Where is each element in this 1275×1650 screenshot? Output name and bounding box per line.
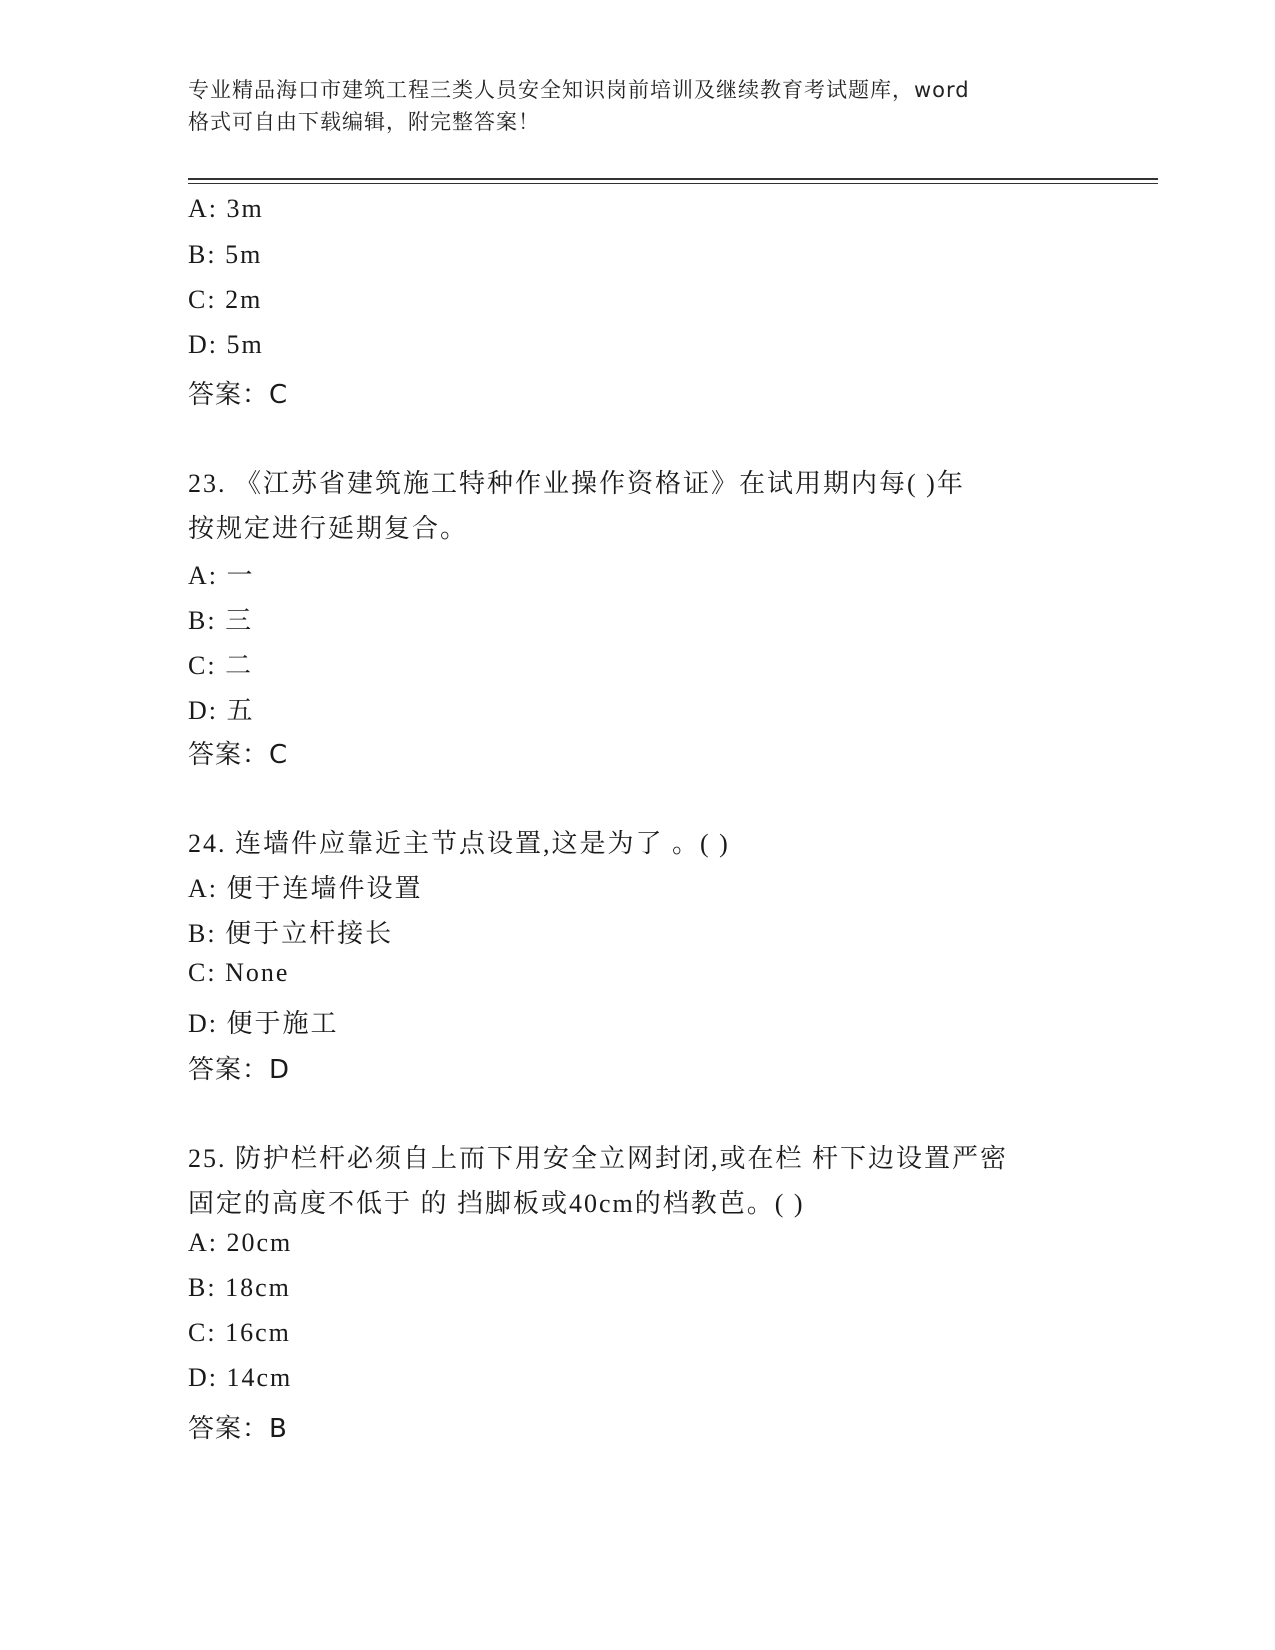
header-rule-thick <box>188 178 1158 180</box>
question-text-line-2: 固定的高度不低于 的 挡脚板或40cm的档教芭。( ) <box>188 1189 805 1218</box>
option-d: D: 便于施工 <box>188 1009 339 1038</box>
option-a: A: 3m <box>188 194 264 223</box>
header-line-1: 专业精品海口市建筑工程三类人员安全知识岗前培训及继续教育考试题库，word <box>188 78 970 102</box>
option-b: B: 三 <box>188 606 254 635</box>
option-a: A: 便于连墙件设置 <box>188 874 423 903</box>
header-rule-thin <box>188 183 1158 184</box>
option-d: D: 五 <box>188 696 255 725</box>
header-line-2: 格式可自由下载编辑，附完整答案！ <box>188 110 540 134</box>
question-text-line-1: 24. 连墙件应靠近主节点设置,这是为了 。( ) <box>188 829 730 858</box>
option-b: B: 便于立杆接长 <box>188 919 394 948</box>
answer-line: 答案：C <box>188 740 289 770</box>
option-b: B: 18cm <box>188 1273 291 1302</box>
option-a: A: 一 <box>188 561 255 590</box>
document-header <box>188 74 1088 138</box>
option-b: B: 5m <box>188 240 263 269</box>
question-text-line-1: 25. 防护栏杆必须自上而下用安全立网封闭,或在栏 杆下边设置严密 <box>188 1144 1009 1173</box>
answer-line: 答案：D <box>188 1055 291 1085</box>
question-text-line-2: 按规定进行延期复合。 <box>188 514 469 543</box>
option-c: C: 16cm <box>188 1318 291 1347</box>
option-d: D: 14cm <box>188 1363 293 1392</box>
option-d: D: 5m <box>188 330 264 359</box>
answer-line: 答案：C <box>188 380 289 410</box>
option-c: C: 二 <box>188 651 254 680</box>
option-c: C: None <box>188 958 290 987</box>
answer-line: 答案：B <box>188 1414 288 1444</box>
question-text-line-1: 23. 《江苏省建筑施工特种作业操作资格证》在试用期内每( )年 <box>188 469 965 498</box>
option-c: C: 2m <box>188 285 263 314</box>
option-a: A: 20cm <box>188 1228 293 1257</box>
